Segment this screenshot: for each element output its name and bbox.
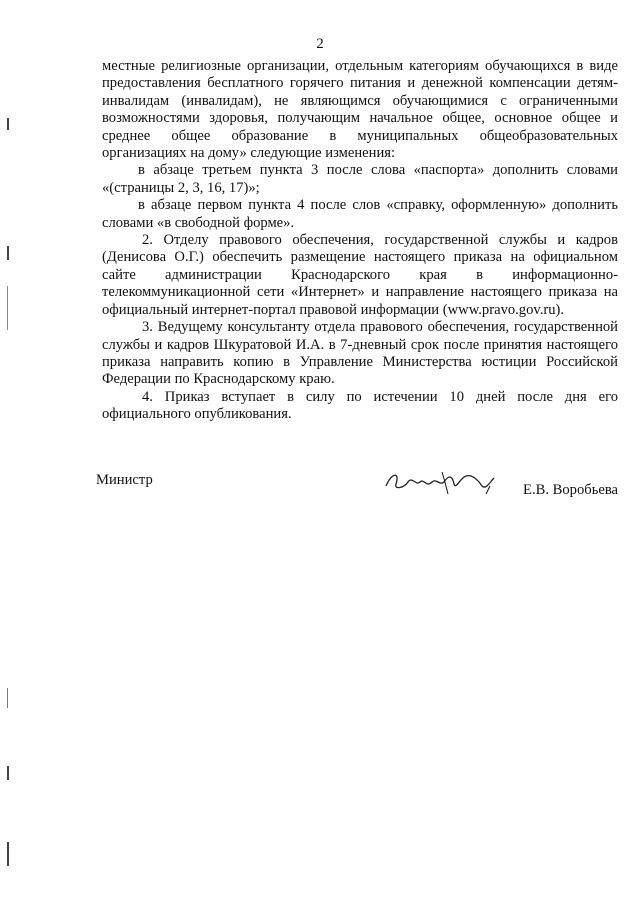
scan-artifact — [7, 688, 8, 708]
signature-block — [96, 472, 620, 512]
paragraph-item-2: 2. Отделу правового обеспечения, государственной службы и кадров (Денисова О.Г.) обеспечить размещение настоящего приказа на официальном сайте администрации Краснодарского края в информационно-телекоммуникационной сети «Интернет» и направление настоящего приказа на официальный интернет-портал правовой информации (www.pravo.gov.ru). — [102, 232, 618, 318]
scan-artifact — [7, 766, 9, 780]
handwritten-signature — [382, 464, 502, 500]
paragraph-item-4: 4. Приказ вступает в силу по истечении 10 дней после дня его официального опубликования. — [102, 388, 618, 423]
paragraph-amendment-1: в абзаце третьем пункта 3 после слова «паспорта» дополнить словами «(страницы 2, 3, 16, 17)»; — [102, 162, 618, 196]
scan-artifact — [7, 286, 8, 330]
scan-artifact — [7, 246, 9, 260]
signer-name: Е.В. Воробьева — [523, 482, 618, 498]
paragraph-item-3: 3. Ведущему консультанту отдела правового обеспечения, государственной службы и кадров Шкуратовой И.А. в 7-дневный срок после принятия настоящего приказа направить копию в Управление Министерства юстиции Российской Федерации по Краснодарскому краю. — [102, 319, 618, 388]
page-number: 2 — [316, 36, 324, 52]
scan-artifact — [7, 842, 9, 866]
scan-artifact — [7, 118, 9, 130]
signer-position: Министр — [96, 472, 153, 488]
paragraph-continuation: местные религиозные организации, отдельным категориям обучающихся в виде предоставления бесплатного горячего питания и денежной компенсации детям-инвалидам (инвалидам), не являющимся обучающимися с ограниченными возможностями здоровья, получающим начальное общее, основное общее и среднее общее образование в муниципальных общеобразовательных организациях на дому» следующие изменения: — [102, 58, 618, 162]
paragraph-amendment-2: в абзаце первом пункта 4 после слов «справку, оформленную» дополнить словами «в свободной форме». — [102, 197, 618, 231]
document-body — [102, 58, 618, 424]
